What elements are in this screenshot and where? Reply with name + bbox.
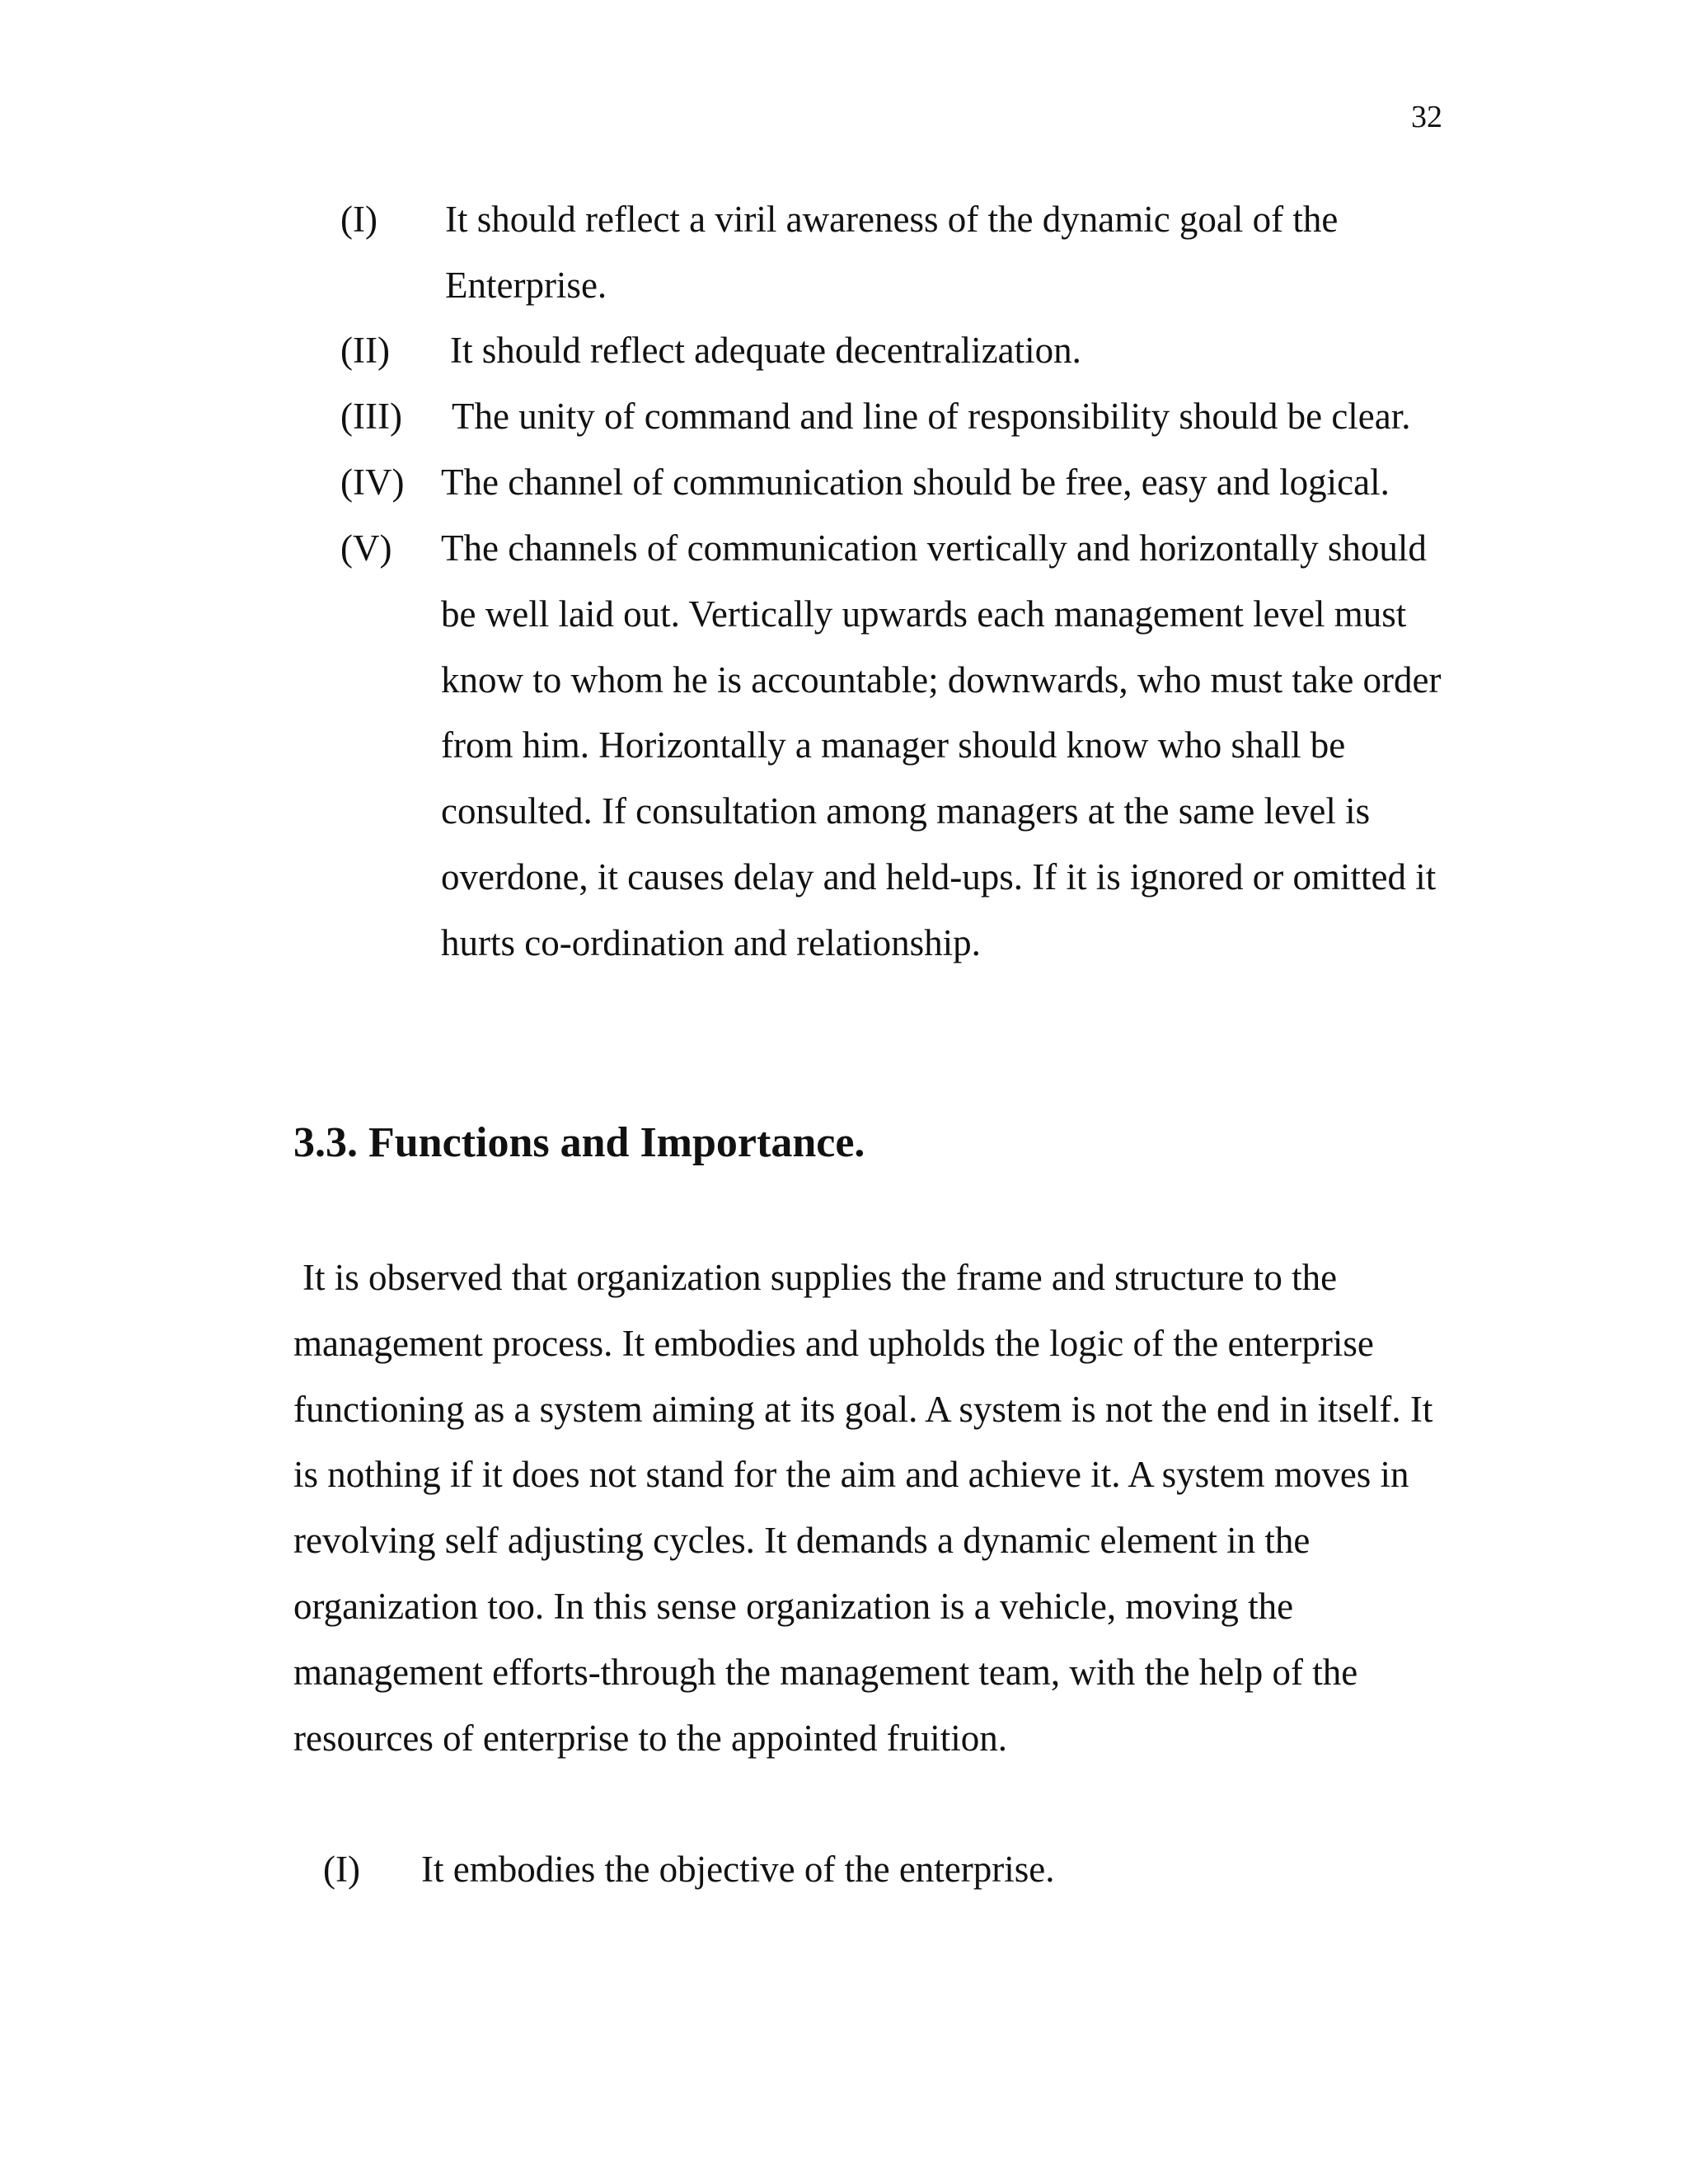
list-marker: (III)	[340, 396, 402, 437]
section-heading: 3.3. Functions and Importance.	[293, 1119, 865, 1166]
paragraph-line: resources of enterprise to the appointed fruition.	[293, 1718, 1007, 1759]
list-item-text: Enterprise.	[445, 265, 607, 306]
list-marker: (I)	[323, 1849, 360, 1890]
list-item-text: overdone, it causes delay and held-ups. If it is ignored or omitted it	[441, 856, 1437, 898]
page-number: 32	[1411, 100, 1442, 134]
list-item-text: The channel of communication should be free, easy and logical.	[441, 462, 1390, 503]
list-item-text: from him. Horizontally a manager should know who shall be	[441, 724, 1346, 766]
paragraph-line: management efforts-through the management team, with the help of the	[293, 1652, 1358, 1693]
paragraph-line: management process. It embodies and upholds the logic of the enterprise	[293, 1323, 1374, 1364]
list-item-text: The channels of communication vertically and horizontally should	[441, 527, 1427, 569]
paragraph-line: is nothing if it does not stand for the aim and achieve it. A system moves in	[293, 1454, 1409, 1495]
paragraph-line: organization too. In this sense organization is a vehicle, moving the	[293, 1586, 1294, 1627]
list-item-text: consulted. If consultation among managers at the same level is	[441, 790, 1371, 832]
list-marker: (IV)	[340, 462, 405, 503]
paragraph-line: It is observed that organization supplies the frame and structure to the	[302, 1257, 1338, 1298]
list-item-text: It should reflect adequate decentralization.	[450, 330, 1081, 371]
list-item-text: The unity of command and line of responsibility should be clear.	[452, 396, 1411, 437]
list-marker: (V)	[340, 527, 392, 569]
list-item-text: know to whom he is accountable; downwards, who must take order	[441, 659, 1442, 701]
paragraph-line: functioning as a system aiming at its goal. A system is not the end in itself. It	[293, 1389, 1433, 1430]
list-item-text: be well laid out. Vertically upwards each management level must	[441, 593, 1407, 635]
list-item-text: It embodies the objective of the enterprise.	[421, 1849, 1055, 1890]
list-marker: (II)	[340, 330, 390, 371]
list-marker: (I)	[340, 199, 377, 240]
paragraph-line: revolving self adjusting cycles. It demands a dynamic element in the	[293, 1520, 1311, 1561]
list-item-text: It should reflect a viril awareness of the dynamic goal of the	[445, 199, 1339, 240]
list-item-text: hurts co-ordination and relationship.	[441, 922, 981, 963]
